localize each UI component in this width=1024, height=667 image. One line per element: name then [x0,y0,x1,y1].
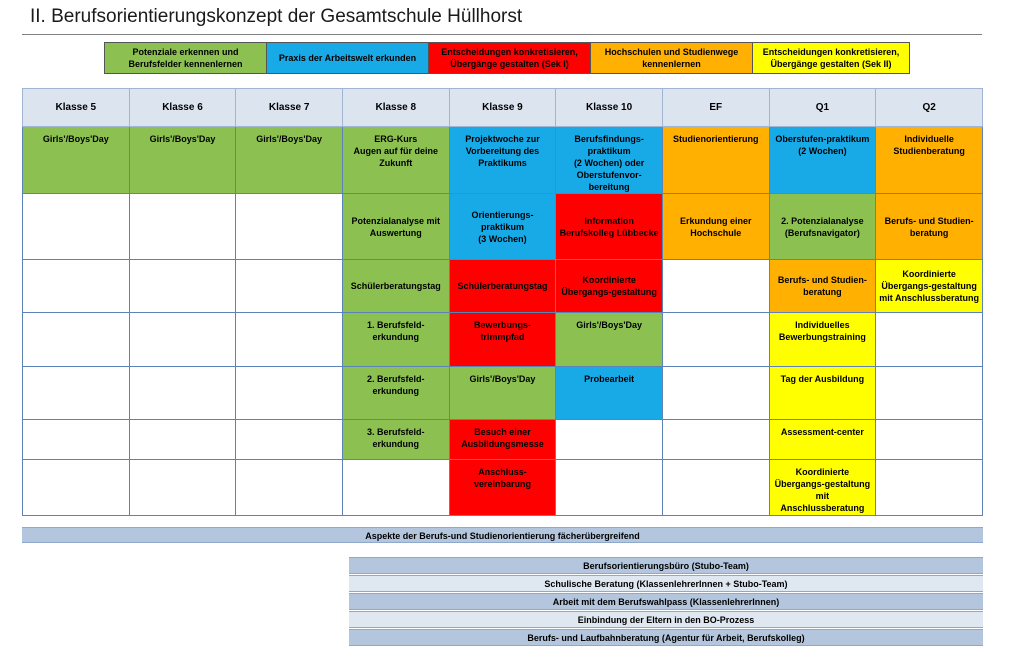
empty-cell [662,313,769,366]
legend-item-sek2: Entscheidungen konkretisieren, Übergänge gestalten (Sek II) [753,43,909,73]
color-legend [104,42,910,74]
empty-cell [129,419,236,459]
legend-item-potenziale: Potenziale erkennen und Berufsfelder kennenlernen [105,43,267,73]
empty-cell [129,459,236,515]
empty-cell [23,459,130,515]
empty-cell [876,419,983,459]
support-bar: Berufs- und Laufbahnberatung (Agentur für Arbeit, Berufskolleg) [349,629,983,646]
column-header: Klasse 7 [236,89,343,127]
activity-cell: Tag der Ausbildung [769,366,876,419]
empty-cell [342,459,449,515]
empty-cell [236,419,343,459]
legend-item-praxis: Praxis der Arbeitswelt erkunden [267,43,429,73]
support-bar: Arbeit mit dem Berufswahlpass (KlassenlehrerInnen) [349,593,983,610]
activity-cell: 3. Berufsfeld-erkundung [342,419,449,459]
column-header: Q1 [769,89,876,127]
empty-cell [129,260,236,313]
schedule-table [22,88,983,516]
activity-cell: Girls'/Boys'Day [236,127,343,194]
empty-cell [876,459,983,515]
empty-cell [662,366,769,419]
activity-cell: Koordinierte Übergangs-gestaltung mit Anschlussberatung [769,459,876,515]
activity-cell: Projektwoche zur Vorbereitung des Praktikums [449,127,556,194]
table-row [23,313,983,366]
activity-cell: 2. Berufsfeld-erkundung [342,366,449,419]
support-bars [349,557,983,647]
empty-cell [23,419,130,459]
column-header: Klasse 6 [129,89,236,127]
empty-cell [236,459,343,515]
empty-cell [556,419,663,459]
support-bar: Schulische Beratung (KlassenlehrerInnen + Stubo-Team) [349,575,983,592]
table-row [23,127,983,194]
activity-cell: Berufsfindungs-praktikum (2 Wochen) oder Oberstufenvor-bereitung [556,127,663,194]
support-bar: Einbindung der Eltern in den BO-Prozess [349,611,983,628]
empty-cell [662,419,769,459]
empty-cell [129,366,236,419]
table-row [23,260,983,313]
column-header: Klasse 9 [449,89,556,127]
activity-cell: Girls'/Boys'Day [23,127,130,194]
column-header: Klasse 8 [342,89,449,127]
empty-cell [236,313,343,366]
empty-cell [23,260,130,313]
activity-cell: Probearbeit [556,366,663,419]
activity-cell: Information Berufskolleg Lübbecke [556,194,663,260]
empty-cell [23,194,130,260]
legend-item-sek1: Entscheidungen konkretisieren, Übergänge gestalten (Sek I) [429,43,591,73]
activity-cell: Bewerbungs-trimmpfad [449,313,556,366]
activity-cell: 2. Potenzialanalyse (Berufsnavigator) [769,194,876,260]
activity-cell: Girls'/Boys'Day [556,313,663,366]
empty-cell [556,459,663,515]
empty-cell [23,366,130,419]
activity-cell: Studienorientierung [662,127,769,194]
activity-cell: Schülerberatungstag [449,260,556,313]
column-header: Klasse 5 [23,89,130,127]
activity-cell: Assessment-center [769,419,876,459]
activity-cell: Schülerberatungstag [342,260,449,313]
support-bar: Berufsorientierungsbüro (Stubo-Team) [349,557,983,574]
empty-cell [236,260,343,313]
activity-cell: Besuch einer Ausbildungsmesse [449,419,556,459]
activity-cell: 1. Berufsfeld-erkundung [342,313,449,366]
activity-cell: Berufs- und Studien-beratung [876,194,983,260]
empty-cell [23,313,130,366]
table-row [23,366,983,419]
empty-cell [662,260,769,313]
activity-cell: Erkundung einer Hochschule [662,194,769,260]
activity-cell: Potenzialanalyse mit Auswertung [342,194,449,260]
table-row [23,459,983,515]
activity-cell: Berufs- und Studien-beratung [769,260,876,313]
empty-cell [876,366,983,419]
activity-cell: Individuelle Studienberatung [876,127,983,194]
table-row [23,194,983,260]
activity-cell: Koordinierte Übergangs-gestaltung [556,260,663,313]
empty-cell [662,459,769,515]
activity-cell: Anschluss-vereinbarung [449,459,556,515]
empty-cell [129,313,236,366]
activity-cell: Girls'/Boys'Day [449,366,556,419]
empty-cell [876,313,983,366]
activity-cell: ERG-Kurs Augen auf für deine Zukunft [342,127,449,194]
column-header: EF [662,89,769,127]
empty-cell [236,194,343,260]
activity-cell: Orientierungs-praktikum (3 Wochen) [449,194,556,260]
title-divider [22,34,982,35]
activity-cell: Girls'/Boys'Day [129,127,236,194]
column-header: Klasse 10 [556,89,663,127]
activity-cell: Koordinierte Übergangs-gestaltung mit Anschlussberatung [876,260,983,313]
legend-item-hochschulen: Hochschulen und Studienwege kennenlernen [591,43,753,73]
activity-cell: Oberstufen-praktikum (2 Wochen) [769,127,876,194]
activity-cell: Individuelles Bewerbungstraining [769,313,876,366]
empty-cell [236,366,343,419]
page-title: II. Berufsorientierungskonzept der Gesamtschule Hüllhorst [30,6,523,27]
header-row [23,89,983,127]
table-row [23,419,983,459]
cross-curricular-header: Aspekte der Berufs-und Studienorientierung fächerübergreifend [22,527,983,543]
column-header: Q2 [876,89,983,127]
empty-cell [129,194,236,260]
